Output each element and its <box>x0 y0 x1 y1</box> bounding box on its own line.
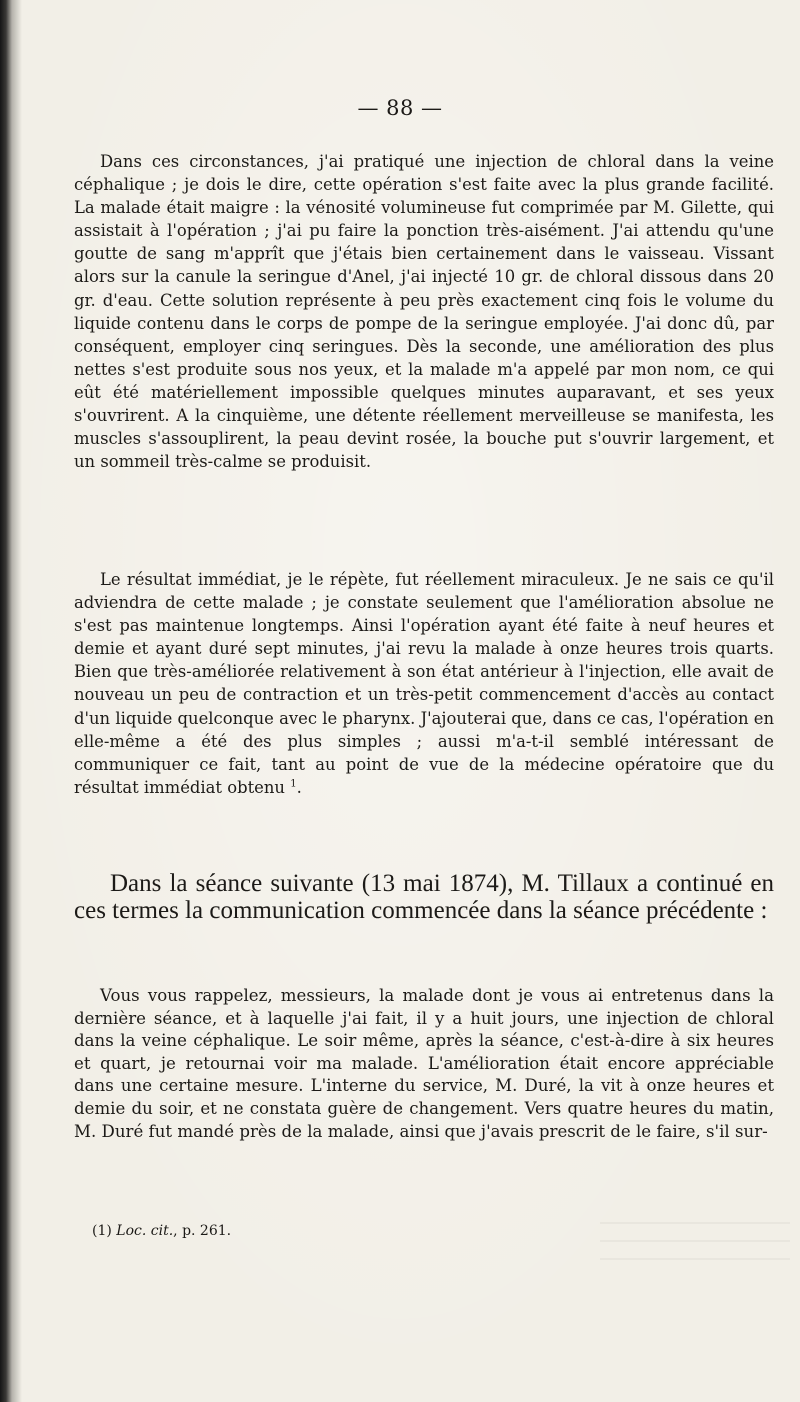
paragraph-2 <box>74 568 774 799</box>
paragraph-1 <box>74 150 774 473</box>
paragraph-3-text: Vous vous rappelez, messieurs, la malade dont je vous ai entretenus dans la dernière séance, et à laquelle j'ai fait, il y a huit jours, une injection de chloral dans la veine céphalique. Le soir même, après la séance, c'est-à-dire à six heures et quart, je retournai voir ma malade. L'amélioration était encore appréciable dans une certaine mesure. L'interne du service, M. Duré, la vit à onze heures et demie du soir, et ne constata guère de changement. Vers quatre heures du matin, M. Duré fut mandé près de la malade, ainsi que j'avais prescrit de le faire, s'il sur- <box>74 986 774 1141</box>
page-number: — 88 — <box>357 96 443 120</box>
paragraph-2-end: . <box>296 777 302 797</box>
footnote-marker: (1) <box>92 1223 112 1239</box>
paragraph-1-text: Dans ces circonstances, j'ai pratiqué une injection de chloral dans la veine céphalique ; je dois le dire, cette opération s'est faite avec la plus grande facilité. La malade était maigre : la vénosité volumineuse fut comprimée par M. Gilette, qui assistait à l'opération ; j'ai pu faire la ponction très-aisément. J'ai attendu qu'une goutte de sang m'apprît que j'étais bien certainement dans le vaisseau. Vissant alors sur la canule la seringue d'Anel, j'ai injecté 10 gr. de chloral dissous dans 20 gr. d'eau. Cette solution représente à peu près exactement cinq fois le volume du liquide contenu dans le corps de pompe de la seringue employée. J'ai donc dû, par conséquent, employer cinq seringues. Dès la seconde, une amélioration des plus nettes s'est produite sous nos yeux, et la malade m'a appelé par mon nom, ce qui eût été matériellement impossible quelques minutes auparavant, et ses yeux s'ouvrirent. A la cinquième, une détente réellement merveilleuse se manifesta, les muscles s'assouplirent, la peau devint rosée, la bouche put s'ouvrir largement, et un sommeil très-calme se produisit. <box>74 152 774 472</box>
paragraph-2-text: Le résultat immédiat, je le répète, fut réellement miraculeux. Je ne sais ce qu'il adviendra de cette malade ; je constate seulement que l'amélioration absolue ne s'est pas maintenue longtemps. Ainsi l'opération ayant été faite à neuf heures et demie et ayant duré sept minutes, j'ai revu la malade à onze heures trois quarts. Bien que très-améliorée relativement à son état antérieur à l'injection, elle avait de nouveau un peu de contraction et un très-petit commencement d'accès au contact d'un liquide quelconque avec le pharynx. J'ajouterai que, dans ce cas, l'opération en elle-même a été des plus simples ; aussi m'a-t-il semblé intéressant de communiquer ce fait, tant au point de vue de la médecine opératoire que du résultat immédiat obtenu <box>74 570 774 797</box>
footnote <box>92 1222 231 1240</box>
session-transition-text: Dans la séance suivante (13 mai 1874), M. Tillaux a continué en ces termes la communication commencée dans la séance précédente : <box>74 870 774 924</box>
show-through-bleed <box>600 1210 790 1260</box>
paragraph-3 <box>74 985 774 1143</box>
page-gutter-shadow <box>0 0 22 1402</box>
session-transition-paragraph <box>74 870 774 924</box>
footnote-citation: Loc. cit. <box>116 1223 174 1239</box>
footnote-reference: 1 <box>290 778 297 790</box>
footnote-page: , p. 261. <box>173 1223 232 1239</box>
